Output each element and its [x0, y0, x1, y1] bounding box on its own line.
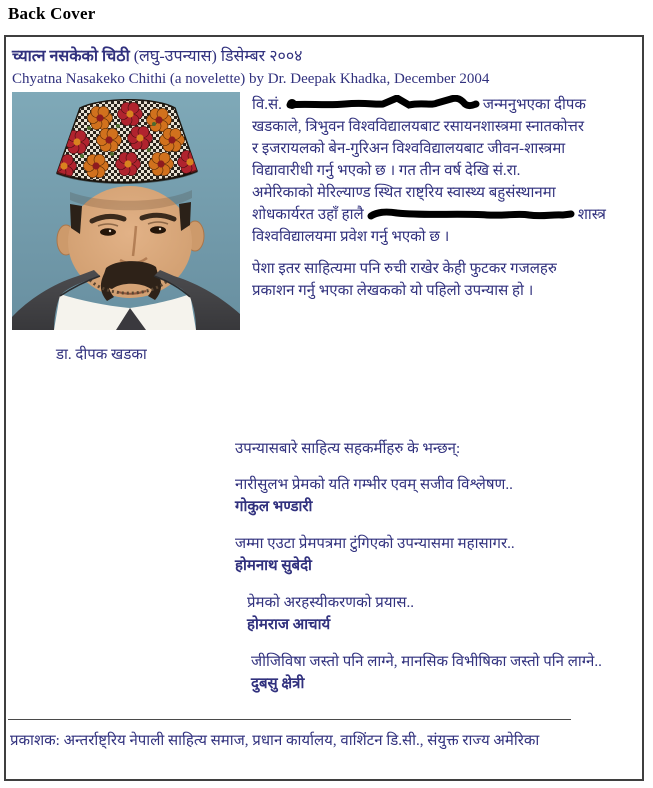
testimonial — [235, 533, 636, 577]
bio-line: प्रकाशन गर्नु भएका लेखकको यो पहिलो उपन्यास हो । — [252, 283, 534, 299]
testimonials-heading: उपन्यासबारे साहित्य सहकर्मीहरु के भन्छन्: — [235, 441, 461, 457]
nepali-title — [12, 45, 636, 69]
testimonial-author: होमराज आचार्य — [247, 617, 331, 633]
page-title: Back Cover — [8, 4, 96, 23]
divider-line — [8, 719, 571, 720]
testimonials-section — [235, 438, 636, 695]
testimonial-author: गोकुल भण्डारी — [235, 499, 313, 515]
testimonial-author: दुबसु क्षेत्री — [251, 676, 305, 692]
english-title: Chyatna Nasakeko Chithi (a novelette) by Dr. Deepak Khadka, December 2004 — [12, 71, 490, 87]
redaction-mark — [285, 95, 480, 111]
nepali-title-rest: (लघु-उपन्यास) डिसेम्बर २००४ — [133, 48, 303, 65]
portrait-photo — [12, 92, 240, 330]
testimonial — [235, 474, 636, 518]
portrait-illustration — [12, 92, 240, 330]
testimonial-quote: जीजिविषा जस्तो पनि लाग्ने, मानसिक विभीषिका जस्तो पनि लाग्ने.. — [251, 654, 602, 670]
publisher-line: प्रकाशक: अन्तर्राष्ट्रिय नेपाली साहित्य समाज, प्रधान कार्यालय, वाशिंटन डि.सी., संयुक्त राज्य अमेरिका — [10, 733, 540, 749]
author-bio — [252, 94, 606, 330]
bio-line: अमेरिकाको मेरिल्याण्ड स्थित राष्ट्रिय स्वास्थ्य बहुसंस्थानमा — [252, 185, 556, 201]
testimonial-author: होमनाथ सुबेदी — [235, 558, 312, 574]
testimonial — [247, 592, 636, 636]
photo-caption: डा. दीपक खडका — [56, 347, 147, 363]
redaction-mark — [367, 207, 575, 221]
testimonial-quote: प्रेमको अरहस्यीकरणको प्रयास.. — [247, 595, 415, 611]
bio-text: शोधकार्यरत उहाँ हालै — [252, 207, 364, 223]
testimonial — [251, 651, 636, 695]
bio-text: शास्त्र — [577, 207, 606, 223]
bio-line — [252, 204, 606, 226]
bio-line: विद्यावारीधी गर्नु भएको छ । गत तीन वर्ष देखि सं.रा. — [252, 163, 521, 179]
back-cover-panel — [4, 35, 644, 781]
bio-text: जन्मनुभएका दीपक — [482, 97, 586, 113]
bio-line: विश्वविद्यालयमा प्रवेश गर्नु भएको छ । — [252, 229, 450, 245]
bio-line: पेशा इतर साहित्यमा पनि रुची राखेर केही फुटकर गजलहरु — [252, 261, 557, 277]
author-section — [12, 92, 636, 330]
bio-paragraph-2 — [252, 258, 606, 302]
bio-line — [252, 94, 606, 116]
bio-line: र इजरायलको बेन-गुरिअन विश्वविद्यालयबाट जीवन-शास्त्रमा — [252, 141, 566, 157]
nepali-title-bold: च्यात्न नसकेको चिठी — [12, 48, 130, 65]
bio-line: खडकाले, त्रिभुवन विश्वविद्यालयबाट रसायनशास्त्रमा स्नातकोत्तर — [252, 119, 585, 135]
testimonial-quote: नारीसुलभ प्रेमको यति गम्भीर एवम् सजीव विश्लेषण.. — [235, 477, 513, 493]
bio-text: वि.सं. — [252, 97, 282, 113]
testimonial-quote: जम्मा एउटा प्रेमपत्रमा टुंगिएको उपन्यासमा महासागर.. — [235, 536, 515, 552]
